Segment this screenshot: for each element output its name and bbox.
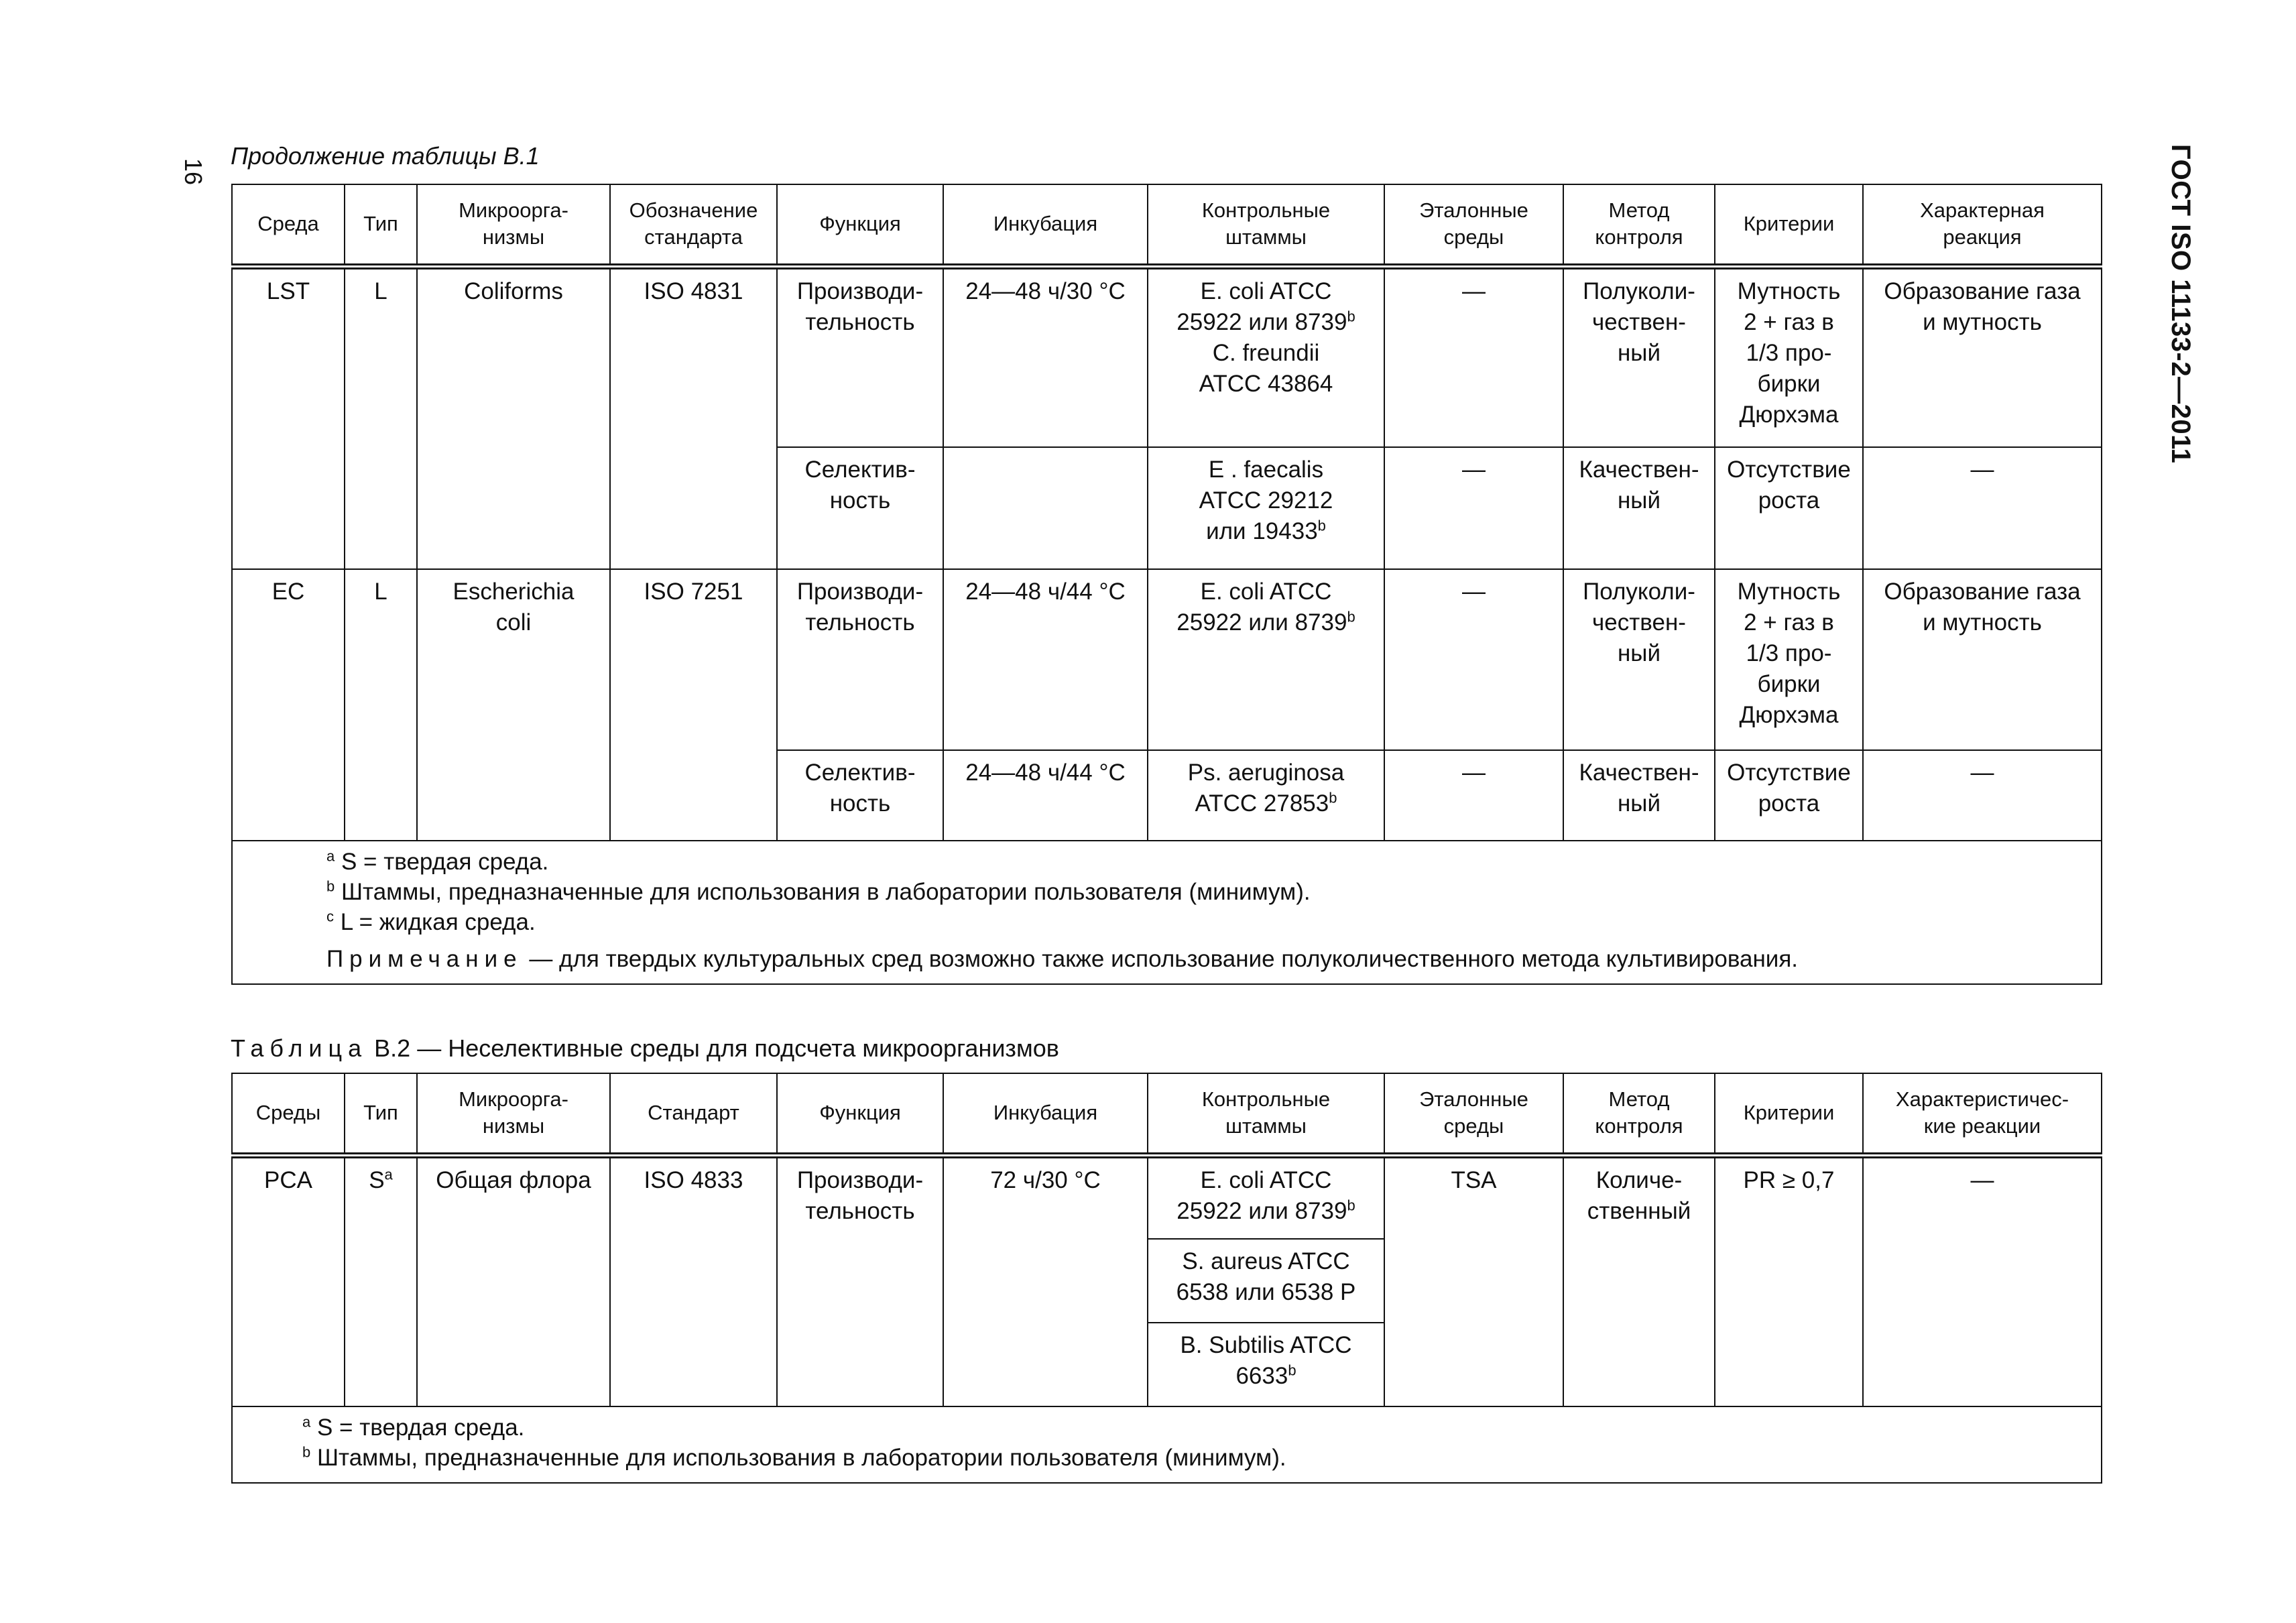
strains-cell: E. coli ATCC 25922 или 8739$^b$ C. freundii ATCC 43864 (1148, 266, 1384, 447)
reaction-cell: — (1863, 750, 2102, 841)
type-cell: L (345, 569, 417, 841)
footnote-mark: b (302, 1443, 311, 1461)
document-code: ГОСТ ISO 11133-2—2011 (2166, 144, 2195, 464)
footnote-mark: c (326, 908, 334, 925)
header-cell: Функция (777, 184, 943, 266)
criteria-cell: PR ≥ 0,7 (1715, 1155, 1863, 1406)
footnote-mark: b (326, 878, 335, 895)
page-number: 16 (180, 158, 208, 186)
reference-cell: TSA (1384, 1155, 1563, 1406)
header-cell: Среда (232, 184, 345, 266)
header-cell: Инкубация (943, 1073, 1148, 1155)
header-cell: Контрольные штаммы (1148, 184, 1384, 266)
strains-cell: S. aureus ATCC 6538 или 6538 P (1148, 1239, 1384, 1323)
header-cell: Эталонные среды (1384, 1073, 1563, 1155)
reaction-cell: — (1863, 1155, 2102, 1406)
footnotes (232, 1406, 2102, 1483)
table-row (232, 266, 2102, 447)
footnote-mark: a (326, 847, 335, 865)
method-cell: Качествен- ный (1563, 447, 1715, 569)
header-cell: Инкубация (943, 184, 1148, 266)
header-cell: Среды (232, 1073, 345, 1155)
header-cell: Тип (345, 1073, 417, 1155)
standard-cell: ISO 4831 (610, 266, 777, 569)
header-cell: Критерии (1715, 1073, 1863, 1155)
criteria-cell: Мутность 2 + газ в 1/3 про- бирки Дюрхэма (1715, 569, 1863, 750)
header-cell: Тип (345, 184, 417, 266)
type-cell: L (345, 266, 417, 569)
header-cell: Эталонные среды (1384, 184, 1563, 266)
strains-cell: E. coli ATCC 25922 или 8739$^b$ (1148, 1155, 1384, 1239)
footnote-mark: a (302, 1413, 311, 1431)
reference-cell: — (1384, 750, 1563, 841)
header-cell: Характеристичес- кие реакции (1863, 1073, 2102, 1155)
footnote-mark: b (1288, 1362, 1296, 1379)
method-cell: Количе- ственный (1563, 1155, 1715, 1406)
strains-cell: Ps. aeruginosa ATCC 27853$^b$ (1148, 750, 1384, 841)
table-row (232, 569, 2102, 750)
table2-caption-text: В.2 — Неселективные среды для подсчета микроорганизмов (367, 1034, 1059, 1062)
table2-header-row (232, 1073, 2102, 1155)
table-b2 (231, 1073, 2102, 1484)
criteria-cell: Отсутствие роста (1715, 447, 1863, 569)
incubation-cell: 24—48 ч/44 °С (943, 750, 1148, 841)
function-cell: Селектив- ность (777, 750, 943, 841)
reference-cell: — (1384, 266, 1563, 447)
footnote: $^c$ L = жидкая среда. (326, 908, 536, 935)
medium-cell: EC (232, 569, 345, 841)
footnotes-row (232, 1406, 2102, 1483)
note: Примечание — для твердых культуральных сред возможно также использование полуколичественного метода культивирования. (326, 946, 1799, 972)
footnotes-row (232, 841, 2102, 984)
type-cell: $S^a$ (345, 1155, 417, 1406)
microorganisms-cell: Общая флора (417, 1155, 610, 1406)
footnote-mark: b (1347, 1196, 1355, 1213)
strains-cell: E . faecalis ATCC 29212 или 19433$^b$ (1148, 447, 1384, 569)
header-cell: Метод контроля (1563, 184, 1715, 266)
footnote: $^a$ S = твердая среда. (302, 1413, 525, 1441)
reaction-cell: Образование газа и мутность (1863, 266, 2102, 447)
header-cell: Характерная реакция (1863, 184, 2102, 266)
reference-cell: — (1384, 447, 1563, 569)
standard-cell: ISO 7251 (610, 569, 777, 841)
footnotes (232, 841, 2102, 984)
incubation-cell (943, 447, 1148, 569)
header-cell: Микроорга- низмы (417, 184, 610, 266)
strains-cell: B. Subtilis ATCC 6633$^b$ (1148, 1323, 1384, 1406)
reference-cell: — (1384, 569, 1563, 750)
criteria-cell: Мутность 2 + газ в 1/3 про- бирки Дюрхэма (1715, 266, 1863, 447)
function-cell: Производи- тельность (777, 1155, 943, 1406)
function-cell: Производи- тельность (777, 569, 943, 750)
method-cell: Полуколи- чествен- ный (1563, 266, 1715, 447)
function-cell: Производи- тельность (777, 266, 943, 447)
table1-caption: Продолжение таблицы В.1 (231, 142, 540, 170)
incubation-cell: 72 ч/30 °С (943, 1155, 1148, 1406)
header-cell: Обозначение стандарта (610, 184, 777, 266)
reaction-cell: Образование газа и мутность (1863, 569, 2102, 750)
standard-cell: ISO 4833 (610, 1155, 777, 1406)
method-cell: Полуколи- чествен- ный (1563, 569, 1715, 750)
reaction-cell: — (1863, 447, 2102, 569)
header-cell: Микроорга- низмы (417, 1073, 610, 1155)
strains-cell: E. coli ATCC 25922 или 8739$^b$ (1148, 569, 1384, 750)
table2-caption-label: Таблица (231, 1034, 368, 1062)
footnote: $^a$ S = твердая среда. (326, 847, 549, 875)
header-cell: Контрольные штаммы (1148, 1073, 1384, 1155)
header-cell: Функция (777, 1073, 943, 1155)
table1-header-row (232, 184, 2102, 266)
incubation-cell: 24—48 ч/44 °С (943, 569, 1148, 750)
footnote-mark: b (1317, 517, 1326, 534)
medium-cell: LST (232, 266, 345, 569)
criteria-cell: Отсутствие роста (1715, 750, 1863, 841)
table-b1-continued (231, 184, 2102, 985)
incubation-cell: 24—48 ч/30 °С (943, 266, 1148, 447)
microorganisms-cell: Escherichia coli (417, 569, 610, 841)
medium-cell: PCA (232, 1155, 345, 1406)
header-cell: Критерии (1715, 184, 1863, 266)
footnote-mark: a (384, 1165, 393, 1183)
header-cell: Метод контроля (1563, 1073, 1715, 1155)
method-cell: Качествен- ный (1563, 750, 1715, 841)
table-row (232, 1155, 2102, 1239)
function-cell: Селектив- ность (777, 447, 943, 569)
table2-caption (231, 1034, 1059, 1063)
footnote-mark: b (1329, 789, 1337, 806)
microorganisms-cell: Coliforms (417, 266, 610, 569)
footnote: $^b$ Штаммы, предназначенные для использования в лаборатории пользователя (минимум). (326, 878, 1311, 905)
header-cell: Стандарт (610, 1073, 777, 1155)
note-label: Примечание (326, 946, 523, 972)
footnote-mark: b (1347, 307, 1355, 324)
footnote-mark: b (1347, 608, 1355, 625)
footnote: $^b$ Штаммы, предназначенные для использования в лаборатории пользователя (минимум). (302, 1443, 1286, 1471)
